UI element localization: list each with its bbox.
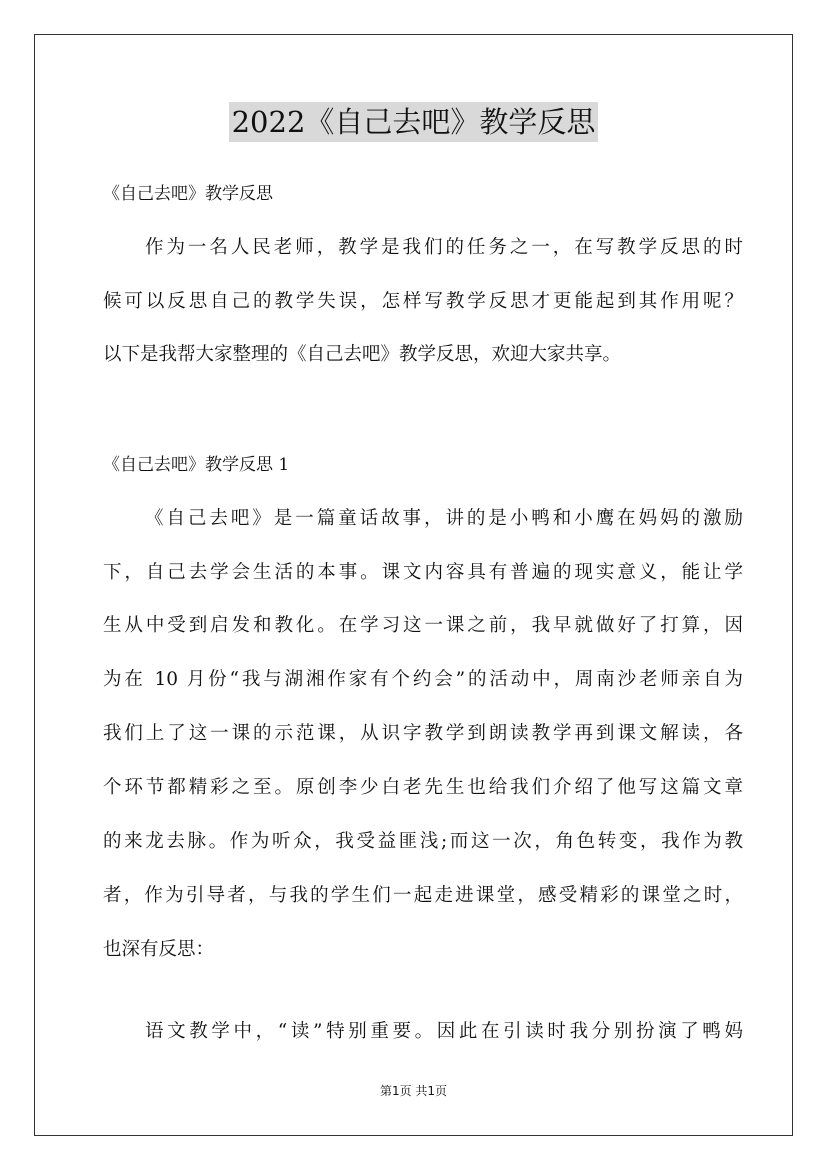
paragraph-line: 语文教学中，“读”特别重要。因此在引读时我分别扮演了鸭妈 xyxy=(145,1021,743,1042)
section-heading: 《自己去吧》教学反思 1 xyxy=(103,455,290,475)
section-line: 我们上了这一课的示范课，从识字教学到朗读教学再到课文解读，各 xyxy=(103,723,743,744)
section-line: 的来龙去脉。作为听众，我受益匪浅;而这一次，角色转变，我作为教 xyxy=(103,831,743,852)
section-line: 为在 10 月份“我与湖湘作家有个约会”的活动中，周南沙老师亲自为 xyxy=(103,669,743,690)
intro-line: 作为一名人民老师，教学是我们的任务之一，在写教学反思的时 xyxy=(145,237,743,258)
intro-line: 候可以反思自己的教学失误，怎样写教学反思才更能起到其作用呢？ xyxy=(103,291,743,312)
section-line: 个环节都精彩之至。原创李少白老先生也给我们介绍了他写这篇文章 xyxy=(103,777,743,798)
intro-line: 以下是我帮大家整理的《自己去吧》教学反思，欢迎大家共享。 xyxy=(103,344,622,365)
section-line: 下，自己去学会生活的本事。课文内容具有普遍的现实意义，能让学 xyxy=(103,562,743,583)
page-footer: 第1页 共1页 xyxy=(379,1084,448,1098)
section-line: 《自己去吧》是一篇童话故事，讲的是小鸭和小鹰在妈妈的激励 xyxy=(145,508,743,529)
section-line: 者，作为引导者，与我的学生们一起走进课堂，感受精彩的课堂之时， xyxy=(103,885,743,906)
section-line: 也深有反思： xyxy=(103,939,215,960)
document-title: 2022《自己去吧》教学反思 xyxy=(229,102,598,142)
document-subtitle: 《自己去吧》教学反思 xyxy=(103,184,273,204)
section-line: 生从中受到启发和教化。在学习这一课之前，我早就做好了打算，因 xyxy=(103,615,743,636)
